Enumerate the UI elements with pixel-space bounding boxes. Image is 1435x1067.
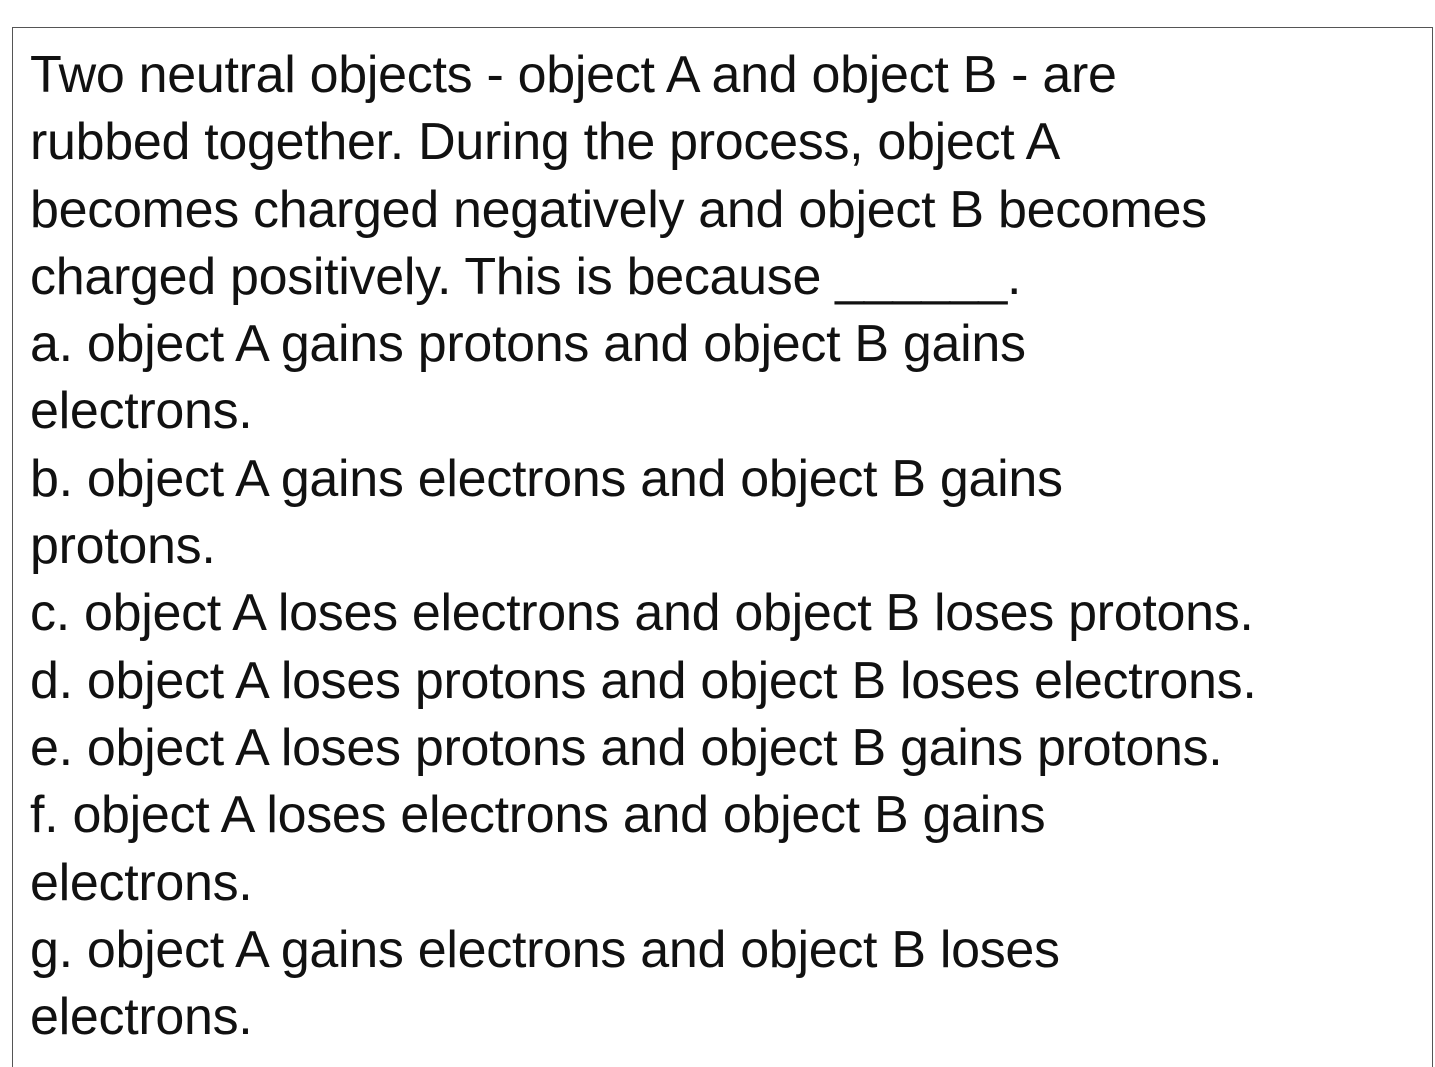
option-b-line: protons. xyxy=(30,517,216,576)
option-c-line: c. object A loses electrons and object B loses protons. xyxy=(30,584,1254,643)
question-stem-line: rubbed together. During the process, object A xyxy=(30,113,1061,172)
question-stem-line: Two neutral objects - object A and object B - are xyxy=(30,46,1117,104)
option-b-line: b. object A gains electrons and object B gains xyxy=(30,449,1063,508)
option-a-line: electrons. xyxy=(30,382,253,441)
option-g-line: electrons. xyxy=(30,988,253,1047)
question-stem-line: charged positively. This is because ______. xyxy=(30,247,1022,306)
option-f-line: electrons. xyxy=(30,853,253,912)
question-text-block xyxy=(30,42,1430,1051)
option-f-line: f. object A loses electrons and object B gains xyxy=(30,786,1046,845)
question-stem-line: becomes charged negatively and object B becomes xyxy=(30,180,1207,239)
question-card xyxy=(12,27,1433,1067)
option-d-line: d. object A loses protons and object B loses electrons. xyxy=(30,651,1257,710)
option-e-line: e. object A loses protons and object B gains protons. xyxy=(30,718,1223,777)
option-g-line: g. object A gains electrons and object B loses xyxy=(30,920,1060,979)
option-a-line: a. object A gains protons and object B gains xyxy=(30,315,1026,374)
